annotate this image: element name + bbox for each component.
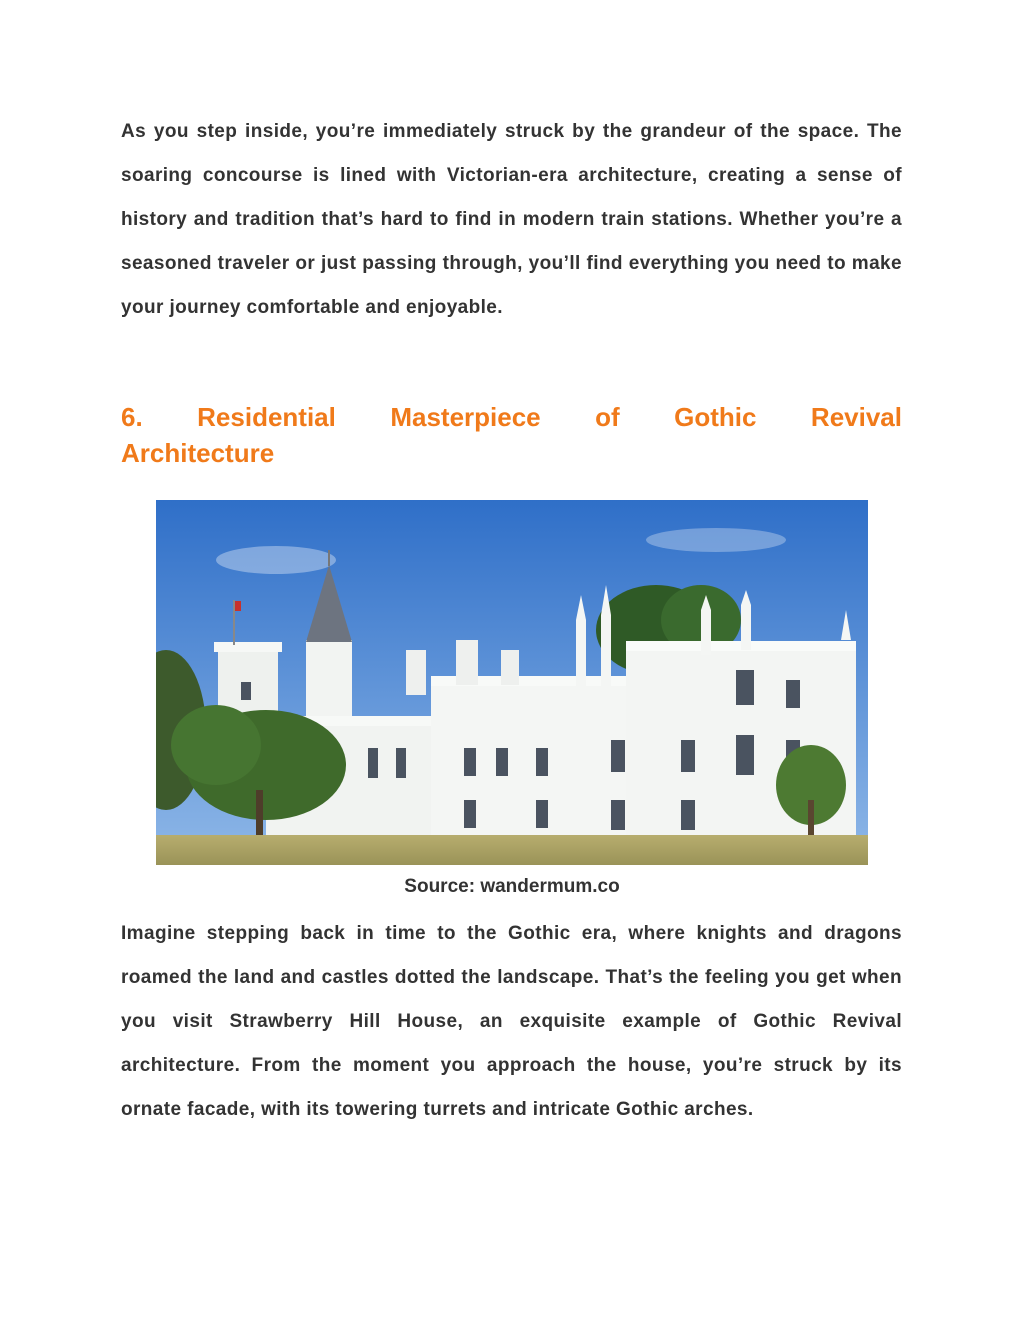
- section-heading-line1: 6. Residential Masterpiece of Gothic Revival: [121, 402, 902, 432]
- section-heading-line2: Architecture: [121, 438, 275, 468]
- strawberry-hill-house-photo: [156, 500, 868, 865]
- body-paragraph: Imagine stepping back in time to the Gothic era, where knights and dragons roamed the land and castles dotted the landscape. That’s the feeling you get when you visit Strawberry Hill House, an exquisite example of Gothic Revival architecture. From the moment you approach the house, you’re struck by its ornate facade, with its towering turrets and intricate Gothic arches.: [121, 923, 902, 1120]
- section-heading: [121, 399, 902, 471]
- intro-paragraph: As you step inside, you’re immediately struck by the grandeur of the space. The soaring concourse is lined with Victorian-era architecture, creating a sense of history and tradition that’s hard to find in modern train stations. Whether you’re a seasoned traveler or just passing through, you’ll find everything you need to make your journey comfortable and enjoyable.: [121, 121, 902, 318]
- image-caption: Source: wandermum.co: [404, 876, 620, 897]
